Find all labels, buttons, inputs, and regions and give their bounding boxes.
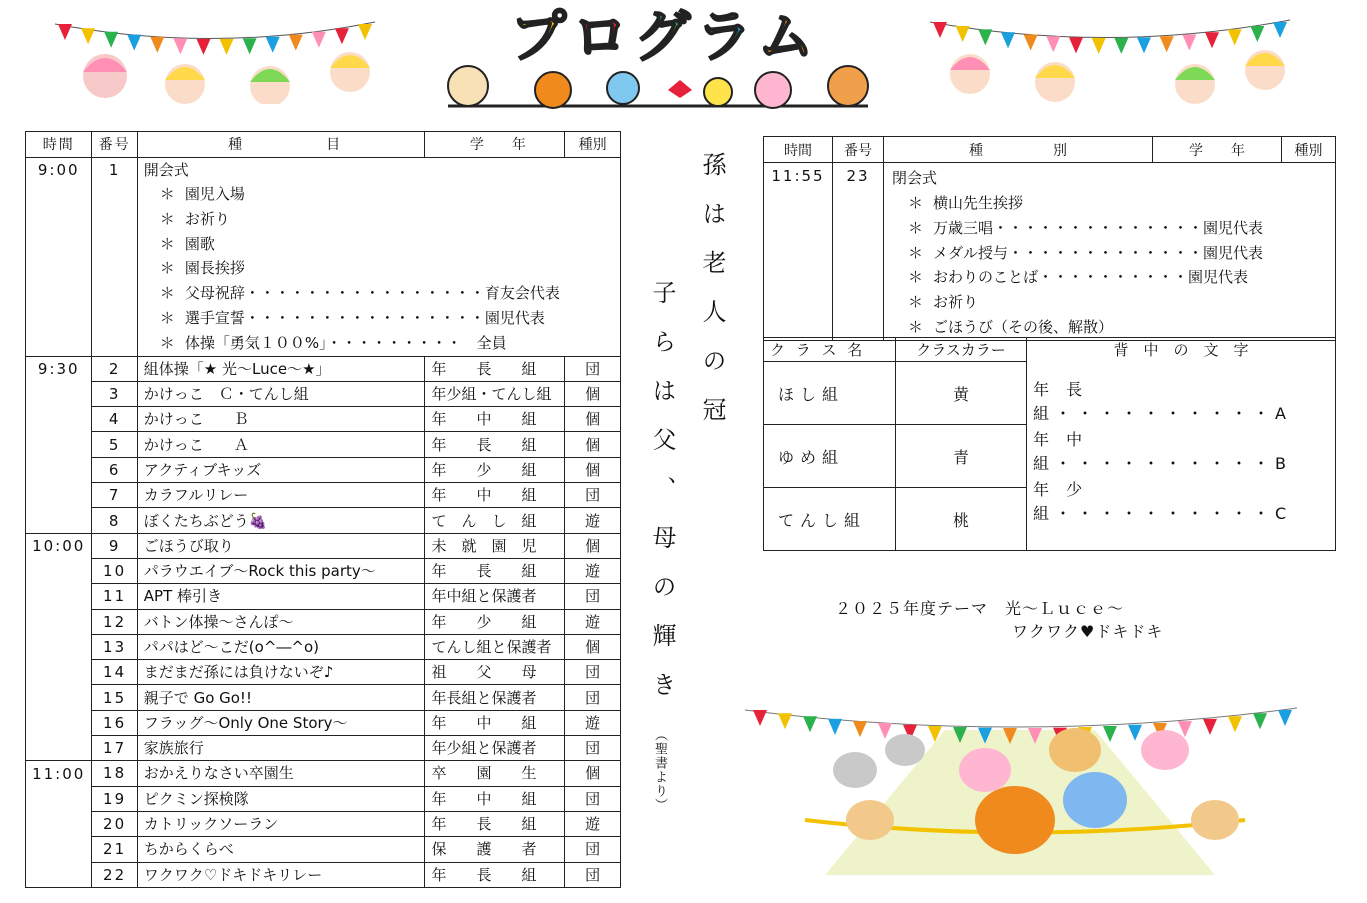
row-kind: 団 xyxy=(565,685,621,710)
row-kind: 個 xyxy=(565,407,621,432)
dog-icon xyxy=(1049,728,1101,772)
row-number: 10 xyxy=(92,558,137,583)
class-table xyxy=(763,337,1336,551)
left-bunting-illustration xyxy=(50,14,380,104)
opening-subitem xyxy=(144,232,620,257)
bunting-flag xyxy=(196,39,210,55)
row-event: パラウエイブ～Rock this party～ xyxy=(137,558,425,583)
bunting-flag xyxy=(1137,37,1151,53)
program-row xyxy=(26,432,621,457)
row-kind: 団 xyxy=(565,584,621,609)
subitem-text: 体操「勇気１００%」・・・・・・・・・ 全員 xyxy=(184,333,507,352)
row-kind: 遊 xyxy=(565,558,621,583)
bunting-flag xyxy=(1069,37,1083,53)
class-header-color: クラスカラー xyxy=(896,338,1027,362)
row-number: 4 xyxy=(92,407,137,432)
back-letter-cell xyxy=(1027,362,1336,551)
theme-line-2: ワクワク♥ドキドキ xyxy=(1012,622,1164,641)
row-time xyxy=(26,634,92,659)
row-time: 11:00 xyxy=(26,761,92,786)
row-kind: 個 xyxy=(565,432,621,457)
row-number: 14 xyxy=(92,660,137,685)
row-kind: 団 xyxy=(565,356,621,381)
row-grade: 年 中 組 xyxy=(425,786,565,811)
bunting-flag xyxy=(956,26,970,42)
program-row xyxy=(26,811,621,836)
bunting-flag xyxy=(104,32,118,48)
subitem-text: ごほうび（その後、解散） xyxy=(933,317,1114,336)
program-row xyxy=(26,483,621,508)
opening-subitem xyxy=(144,256,620,281)
row-grade: 祖 父 母 xyxy=(425,660,565,685)
row-grade: 未 就 園 児 xyxy=(425,533,565,558)
row-grade: 年 長 組 xyxy=(425,862,565,887)
class-name: てんし組 xyxy=(764,488,896,551)
row-grade: 年少組と保護者 xyxy=(425,736,565,761)
row-time xyxy=(26,508,92,533)
row-event: かけっこ Ｂ xyxy=(137,407,425,432)
closing-subitem xyxy=(892,191,1335,216)
program-row xyxy=(26,584,621,609)
row-event: ちからくらべ xyxy=(137,837,425,862)
bunting-flag xyxy=(173,38,187,54)
row-time xyxy=(26,862,92,887)
closing-ceremony xyxy=(884,163,1336,341)
program-row xyxy=(26,837,621,862)
row-time xyxy=(26,558,92,583)
bunting-flag xyxy=(58,24,72,40)
row-event: カラフルリレー xyxy=(137,483,425,508)
bunting-flag xyxy=(220,39,234,55)
animal-characters-illustration xyxy=(428,60,890,112)
row-number: 8 xyxy=(92,508,137,533)
bunny-icon xyxy=(1141,730,1189,770)
program-row xyxy=(26,634,621,659)
class-header-name: ク ラ ス 名 xyxy=(764,338,896,362)
opening-subitem xyxy=(144,281,620,306)
back-letter-line: 年 少 組・・・・・・・・・・C xyxy=(1033,479,1293,523)
row-grade: てんし組と保護者 xyxy=(425,634,565,659)
subitem-text: おわりのことば・・・・・・・・・・園児代表 xyxy=(933,268,1249,287)
back-letter-line: 年 中 組・・・・・・・・・・B xyxy=(1033,429,1292,473)
class-header-row xyxy=(764,338,1336,362)
program-row xyxy=(26,533,621,558)
row-event: バトン体操～さんぽ～ xyxy=(137,609,425,634)
closing-row xyxy=(764,163,1336,341)
closing-number: 23 xyxy=(833,163,884,341)
bunting-flag xyxy=(1273,22,1287,38)
row-time xyxy=(26,381,92,406)
subitem-text: 横山先生挨拶 xyxy=(933,194,1024,212)
row-event: アクティブキッズ xyxy=(137,457,425,482)
row-grade: 年 中 組 xyxy=(425,710,565,735)
program-row xyxy=(26,609,621,634)
closing-header-event: 種 別 xyxy=(884,137,1153,163)
closing-subitem xyxy=(892,241,1335,266)
program-row xyxy=(26,685,621,710)
title-letter: グ xyxy=(634,5,697,70)
opening-row xyxy=(26,158,621,357)
mouse-icon xyxy=(885,734,925,766)
row-time xyxy=(26,432,92,457)
asterisk: ＊ xyxy=(908,194,924,212)
row-grade: 年 中 組 xyxy=(425,483,565,508)
subitem-text: お祈り xyxy=(184,209,230,228)
class-name: ほし組 xyxy=(764,362,896,425)
asterisk: ＊ xyxy=(908,218,924,237)
bunting-flag xyxy=(335,28,349,44)
closing-title: 閉会式 xyxy=(892,169,938,187)
mouse-icon xyxy=(833,752,877,788)
program-row xyxy=(26,381,621,406)
opening-subitem xyxy=(144,331,620,356)
theme-line-1: ２０２５年度テーマ 光～Ｌｕｃｅ～ xyxy=(835,599,1125,618)
program-header-row xyxy=(26,132,621,158)
asterisk: ＊ xyxy=(159,234,175,253)
row-grade: 年 少 組 xyxy=(425,457,565,482)
row-kind: 遊 xyxy=(565,710,621,735)
opening-subitem xyxy=(144,207,620,232)
program-row xyxy=(26,786,621,811)
title-letter: ム xyxy=(757,5,820,70)
quote-line-2: 子らは父、母の輝き xyxy=(648,280,676,721)
row-kind: 団 xyxy=(565,786,621,811)
title-letter: ラ xyxy=(696,5,758,70)
bunting-flag xyxy=(1001,32,1015,48)
closing-subitem xyxy=(892,265,1335,290)
closing-time: 11:55 xyxy=(764,163,833,341)
row-number: 22 xyxy=(92,862,137,887)
opening-number: 1 xyxy=(92,158,137,357)
row-time xyxy=(26,457,92,482)
program-row xyxy=(26,558,621,583)
row-time xyxy=(26,786,92,811)
row-event: ピクミン探検隊 xyxy=(137,786,425,811)
closing-header-grade: 学 年 xyxy=(1153,137,1282,163)
closing-table xyxy=(763,136,1336,341)
bunting-flag xyxy=(1182,35,1196,51)
row-number: 19 xyxy=(92,786,137,811)
sports-day-illustration xyxy=(745,670,1297,875)
bunting-flag xyxy=(1024,35,1038,51)
asterisk: ＊ xyxy=(159,308,175,327)
row-number: 13 xyxy=(92,634,137,659)
class-color: 桃 xyxy=(896,488,1027,551)
closing-header-kind: 種別 xyxy=(1282,137,1336,163)
row-event: ごほうび取り xyxy=(137,533,425,558)
asterisk: ＊ xyxy=(908,317,924,336)
asterisk: ＊ xyxy=(908,293,924,312)
bunting-flag xyxy=(127,35,141,51)
subitem-text: メダル授与・・・・・・・・・・・・・園児代表 xyxy=(933,243,1264,262)
row-event: パパはど～こだ(o^―^o) xyxy=(137,634,425,659)
row-grade: 年中組と保護者 xyxy=(425,584,565,609)
row-kind: 団 xyxy=(565,483,621,508)
row-event: 親子で Go Go!! xyxy=(137,685,425,710)
row-time xyxy=(26,660,92,685)
row-kind: 個 xyxy=(565,457,621,482)
row-kind: 個 xyxy=(565,533,621,558)
row-grade: 年 長 組 xyxy=(425,432,565,457)
squirrel-icon xyxy=(846,800,894,840)
asterisk: ＊ xyxy=(159,333,175,352)
program-row xyxy=(26,407,621,432)
row-event: APT 棒引き xyxy=(137,584,425,609)
row-event: まだまだ孫には負けないぞ♪ xyxy=(137,660,425,685)
row-grade: 年 少 組 xyxy=(425,609,565,634)
opening-title: 開会式 xyxy=(143,161,189,179)
asterisk: ＊ xyxy=(908,268,924,287)
row-grade: 年 長 組 xyxy=(425,356,565,381)
bear-icon xyxy=(975,786,1055,854)
class-name: ゆめ組 xyxy=(764,425,896,488)
bunting-flag xyxy=(81,28,95,44)
program-row xyxy=(26,862,621,887)
bunting-flag xyxy=(978,29,992,45)
bunting-flag xyxy=(243,38,257,54)
header-number: 番号 xyxy=(92,132,137,158)
row-time xyxy=(26,811,92,836)
subitem-text: 万歳三唱・・・・・・・・・・・・・・園児代表 xyxy=(933,218,1264,237)
row-time xyxy=(26,837,92,862)
opening-time: 9:00 xyxy=(26,158,92,357)
bunting-flag xyxy=(1160,36,1174,52)
row-time xyxy=(26,584,92,609)
row-number: 7 xyxy=(92,483,137,508)
title-letter: ロ xyxy=(572,5,635,70)
row-number: 20 xyxy=(92,811,137,836)
row-number: 3 xyxy=(92,381,137,406)
row-grade: 保 護 者 xyxy=(425,837,565,862)
back-letter-line: 年 長 組・・・・・・・・・・A xyxy=(1033,379,1292,423)
row-event: カトリックソーラン xyxy=(137,811,425,836)
subitem-text: 園児入場 xyxy=(184,185,245,203)
quote-source: （聖書より） xyxy=(652,728,667,812)
row-event: ぼくたちぶどう🍇 xyxy=(137,508,425,533)
bunting-flag xyxy=(1205,32,1219,48)
squirrel-icon xyxy=(1191,800,1239,840)
row-kind: 団 xyxy=(565,660,621,685)
row-grade: て ん し 組 xyxy=(425,508,565,533)
class-row xyxy=(764,362,1336,425)
row-number: 2 xyxy=(92,356,137,381)
class-color: 青 xyxy=(896,425,1027,488)
class-color: 黄 xyxy=(896,362,1027,425)
subitem-text: 園長挨拶 xyxy=(184,259,245,278)
program-row xyxy=(26,508,621,533)
row-time: 9:30 xyxy=(26,356,92,381)
row-time xyxy=(26,483,92,508)
row-event: 組体操「★ 光～Luce～★」 xyxy=(137,356,425,381)
row-time xyxy=(26,736,92,761)
row-event: おかえりなさい卒園生 xyxy=(137,761,425,786)
row-grade: 年長組と保護者 xyxy=(425,685,565,710)
row-kind: 個 xyxy=(565,761,621,786)
row-number: 9 xyxy=(92,533,137,558)
row-number: 16 xyxy=(92,710,137,735)
asterisk: ＊ xyxy=(908,243,924,262)
row-event: かけっこ Ａ xyxy=(137,432,425,457)
row-number: 6 xyxy=(92,457,137,482)
program-row xyxy=(26,457,621,482)
row-event: ワクワク♡ドキドキリレー xyxy=(137,862,425,887)
bunting-flag xyxy=(933,22,947,38)
row-kind: 遊 xyxy=(565,811,621,836)
title-letter: プ xyxy=(510,5,573,70)
asterisk: ＊ xyxy=(159,284,175,303)
row-number: 15 xyxy=(92,685,137,710)
row-time xyxy=(26,609,92,634)
subitem-text: 父母祝辞・・・・・・・・・・・・・・・・育友会代表 xyxy=(184,284,560,303)
closing-subitem xyxy=(892,216,1335,241)
bunting-flag xyxy=(289,35,303,51)
row-number: 17 xyxy=(92,736,137,761)
subitem-text: 園歌 xyxy=(184,234,215,253)
row-number: 21 xyxy=(92,837,137,862)
program-row xyxy=(26,660,621,685)
row-kind: 個 xyxy=(565,381,621,406)
bunting-flag xyxy=(1228,29,1242,45)
row-event: かけっこ Ｃ・てんし組 xyxy=(137,381,425,406)
row-number: 11 xyxy=(92,584,137,609)
row-kind: 遊 xyxy=(565,508,621,533)
row-kind: 団 xyxy=(565,862,621,887)
row-kind: 遊 xyxy=(565,609,621,634)
asterisk: ＊ xyxy=(159,259,175,278)
opening-ceremony xyxy=(137,158,620,357)
closing-header-time: 時間 xyxy=(764,137,833,163)
bunting-flag xyxy=(266,37,280,53)
row-number: 5 xyxy=(92,432,137,457)
closing-subitem xyxy=(892,290,1335,315)
row-grade: 年 中 組 xyxy=(425,407,565,432)
row-grade: 年少組・てんし組 xyxy=(425,381,565,406)
closing-header-number: 番号 xyxy=(833,137,884,163)
row-number: 18 xyxy=(92,761,137,786)
bunting-flag xyxy=(358,24,372,40)
row-time: 10:00 xyxy=(26,533,92,558)
program-row xyxy=(26,736,621,761)
subitem-text: 選手宣誓・・・・・・・・・・・・・・・・園児代表 xyxy=(184,308,545,327)
bunting-flag xyxy=(312,32,326,48)
cat-icon xyxy=(1063,772,1127,828)
row-kind: 団 xyxy=(565,736,621,761)
right-bunting-illustration xyxy=(925,14,1295,104)
row-time xyxy=(26,407,92,432)
quote-line-1: 孫は老人の冠 xyxy=(698,152,726,446)
class-header-back: 背 中 の 文 字 xyxy=(1027,338,1336,362)
row-grade: 卒 園 生 xyxy=(425,761,565,786)
program-row xyxy=(26,710,621,735)
bunting-flag xyxy=(1046,36,1060,52)
row-number: 12 xyxy=(92,609,137,634)
bunting-flag xyxy=(1250,26,1264,42)
header-time: 時間 xyxy=(26,132,92,158)
row-event: フラッグ～Only One Story～ xyxy=(137,710,425,735)
program-row xyxy=(26,761,621,786)
row-grade: 年 長 組 xyxy=(425,811,565,836)
opening-subitem xyxy=(144,182,620,207)
header-grade: 学 年 xyxy=(425,132,565,158)
row-grade: 年 長 組 xyxy=(425,558,565,583)
bunting-flag xyxy=(1092,38,1106,54)
bunting-flag xyxy=(150,37,164,53)
program-table xyxy=(25,131,621,888)
header-event: 種 目 xyxy=(137,132,425,158)
bunting-flag xyxy=(1114,38,1128,54)
header-kind: 種別 xyxy=(565,132,621,158)
asterisk: ＊ xyxy=(159,185,175,203)
rabbit-icon xyxy=(959,748,1011,792)
program-row xyxy=(26,356,621,381)
row-time xyxy=(26,710,92,735)
row-kind: 団 xyxy=(565,837,621,862)
asterisk: ＊ xyxy=(159,209,175,228)
row-kind: 個 xyxy=(565,634,621,659)
subitem-text: お祈り xyxy=(933,293,979,312)
row-event: 家族旅行 xyxy=(137,736,425,761)
opening-subitem xyxy=(144,306,620,331)
closing-header-row xyxy=(764,137,1336,163)
row-time xyxy=(26,685,92,710)
